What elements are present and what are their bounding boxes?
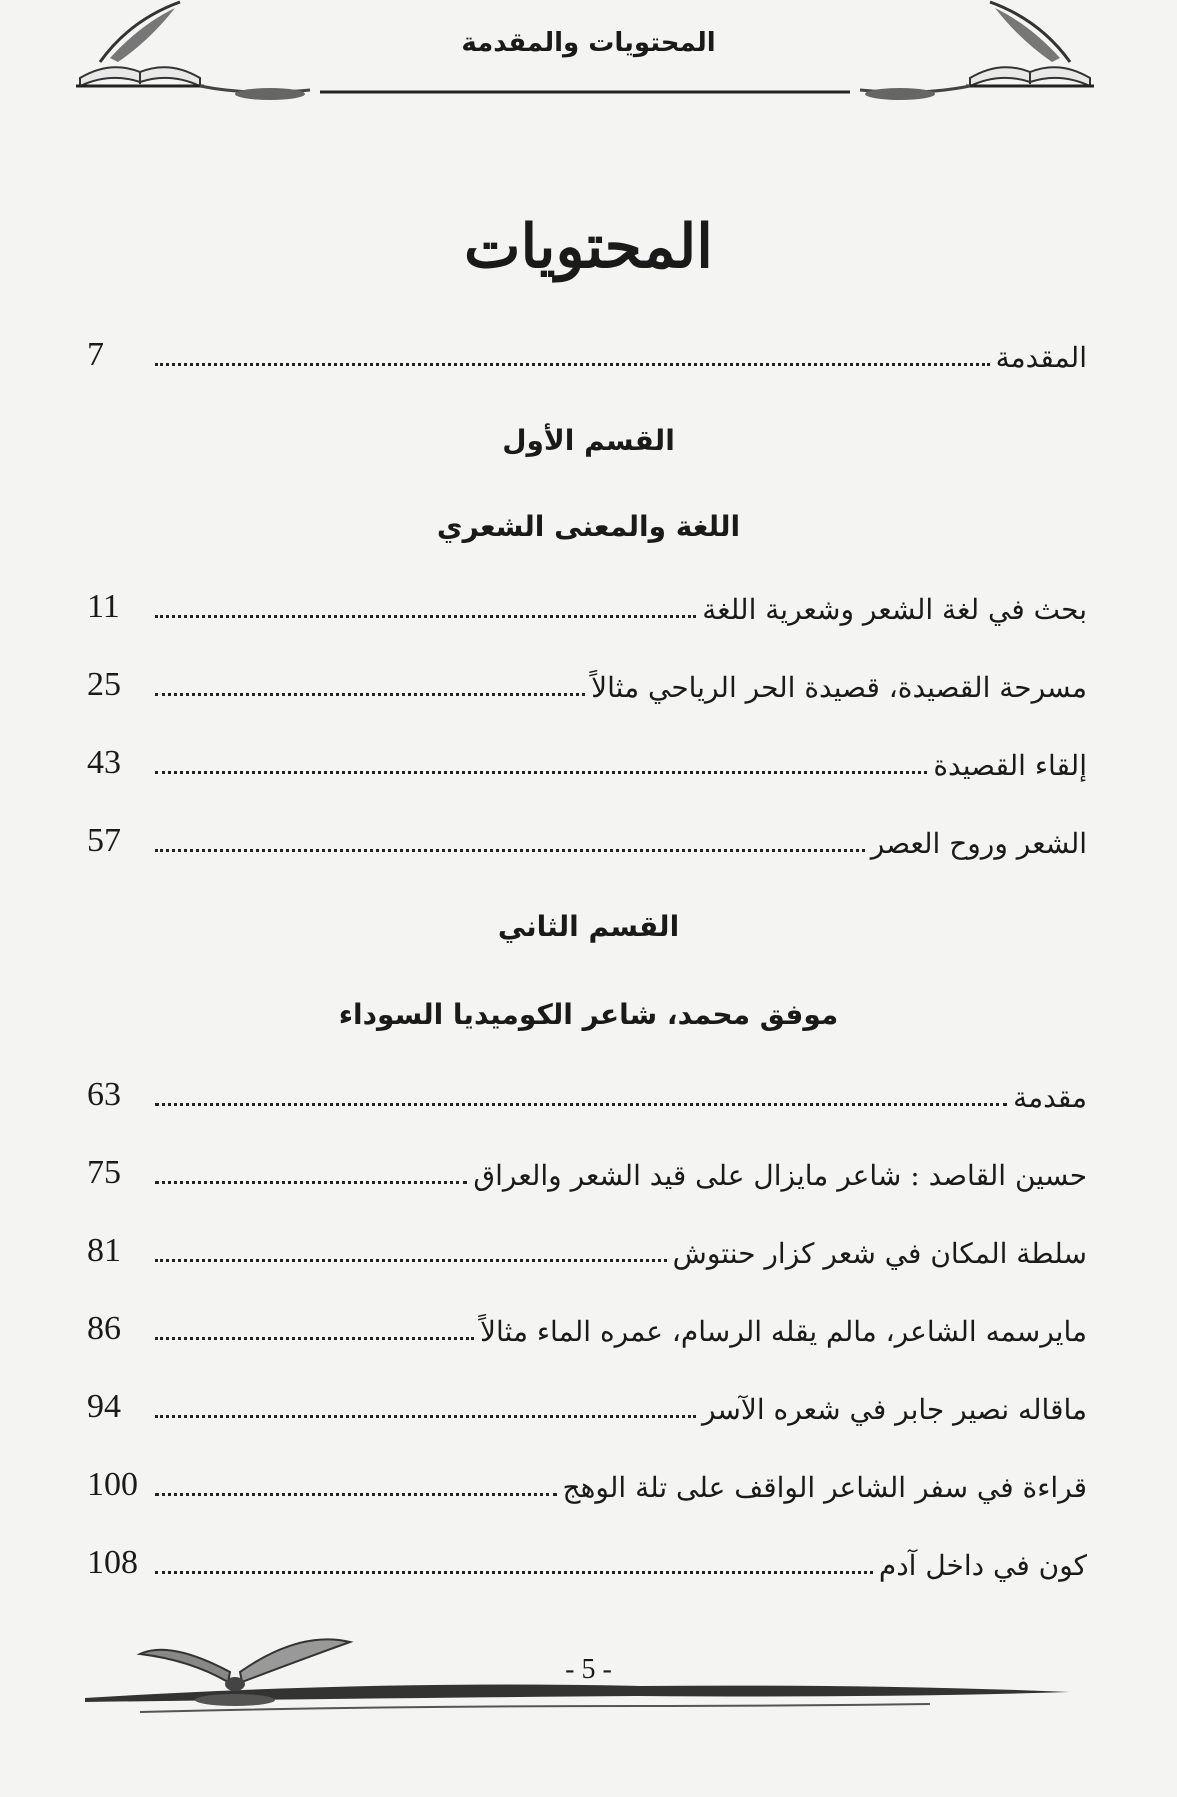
- toc-entry-label: مسرحة القصيدة، قصيدة الحر الرياحي مثالاً: [591, 671, 1087, 704]
- toc-entry[interactable]: [87, 1538, 1087, 1582]
- dot-leader: [155, 1493, 557, 1496]
- dot-leader: [155, 1181, 467, 1184]
- toc-entry-label: الشعر وروح العصر: [870, 827, 1087, 860]
- toc-entry-label: سلطة المكان في شعر كزار حنتوش: [672, 1237, 1087, 1270]
- toc-entry-label: مقدمة: [1013, 1081, 1087, 1114]
- toc-entry-page: 94: [87, 1388, 121, 1425]
- toc-entry-label: حسين القاصد : شاعر مايزال على قيد الشعر والعراق: [473, 1159, 1087, 1192]
- toc-entry-page: 81: [87, 1232, 121, 1269]
- toc-entry-label: مايرسمه الشاعر، مالم يقله الرسام، عمره الماء مثالاً: [480, 1315, 1087, 1348]
- part-heading: القسم الثاني: [497, 910, 680, 943]
- running-header: المحتويات والمقدمة: [461, 28, 716, 58]
- toc-entry[interactable]: [87, 582, 1087, 626]
- toc-entry[interactable]: [87, 1382, 1087, 1426]
- toc-entry-label: قراءة في سفر الشاعر الواقف على تلة الوهج: [562, 1471, 1087, 1504]
- dot-leader: [155, 1259, 667, 1262]
- toc-entry-label: ماقاله نصير جابر في شعره الآسر: [701, 1393, 1087, 1426]
- toc-entry[interactable]: [87, 1304, 1087, 1348]
- dot-leader: [155, 1571, 873, 1574]
- toc-entry[interactable]: [87, 1226, 1087, 1270]
- part-heading: القسم الأول: [502, 424, 675, 457]
- dot-leader: [155, 363, 990, 366]
- toc-entry[interactable]: [87, 1070, 1087, 1114]
- dot-leader: [155, 771, 927, 774]
- toc-entry-label: المقدمة: [995, 341, 1087, 374]
- toc-entry-page: 63: [87, 1076, 121, 1113]
- toc-entry-label: بحث في لغة الشعر وشعرية اللغة: [702, 593, 1087, 626]
- toc-entry[interactable]: [87, 738, 1087, 782]
- toc-entry[interactable]: [87, 1148, 1087, 1192]
- dot-leader: [155, 1337, 474, 1340]
- toc-entry-page: 11: [87, 588, 120, 625]
- dot-leader: [155, 1415, 696, 1418]
- toc-entry-page: 75: [87, 1154, 121, 1191]
- toc-entry[interactable]: [87, 816, 1087, 860]
- dot-leader: [155, 615, 696, 618]
- dot-leader: [155, 849, 865, 852]
- toc-entry-page: 108: [87, 1544, 138, 1581]
- dot-leader: [155, 693, 585, 696]
- part-subheading: موفق محمد، شاعر الكوميديا السوداء: [338, 998, 839, 1031]
- toc-entry[interactable]: [87, 660, 1087, 704]
- header-ornament: [70, 0, 1100, 120]
- toc-entry-page: 86: [87, 1310, 121, 1347]
- toc-entry-page: 25: [87, 666, 121, 703]
- page-number: - 5 -: [565, 1654, 612, 1685]
- page-title: المحتويات: [464, 212, 713, 282]
- part-subheading: اللغة والمعنى الشعري: [436, 510, 741, 543]
- toc-entry-label: إلقاء القصيدة: [933, 749, 1087, 782]
- toc-entry-intro[interactable]: [87, 330, 1087, 374]
- toc-entry-page: 7: [87, 336, 104, 373]
- toc-entry-label: كون في داخل آدم: [878, 1549, 1087, 1582]
- toc-entry-page: 57: [87, 822, 121, 859]
- toc-entry-page: 43: [87, 744, 121, 781]
- toc-entry[interactable]: [87, 1460, 1087, 1504]
- dot-leader: [155, 1103, 1007, 1106]
- toc-entry-page: 100: [87, 1466, 138, 1503]
